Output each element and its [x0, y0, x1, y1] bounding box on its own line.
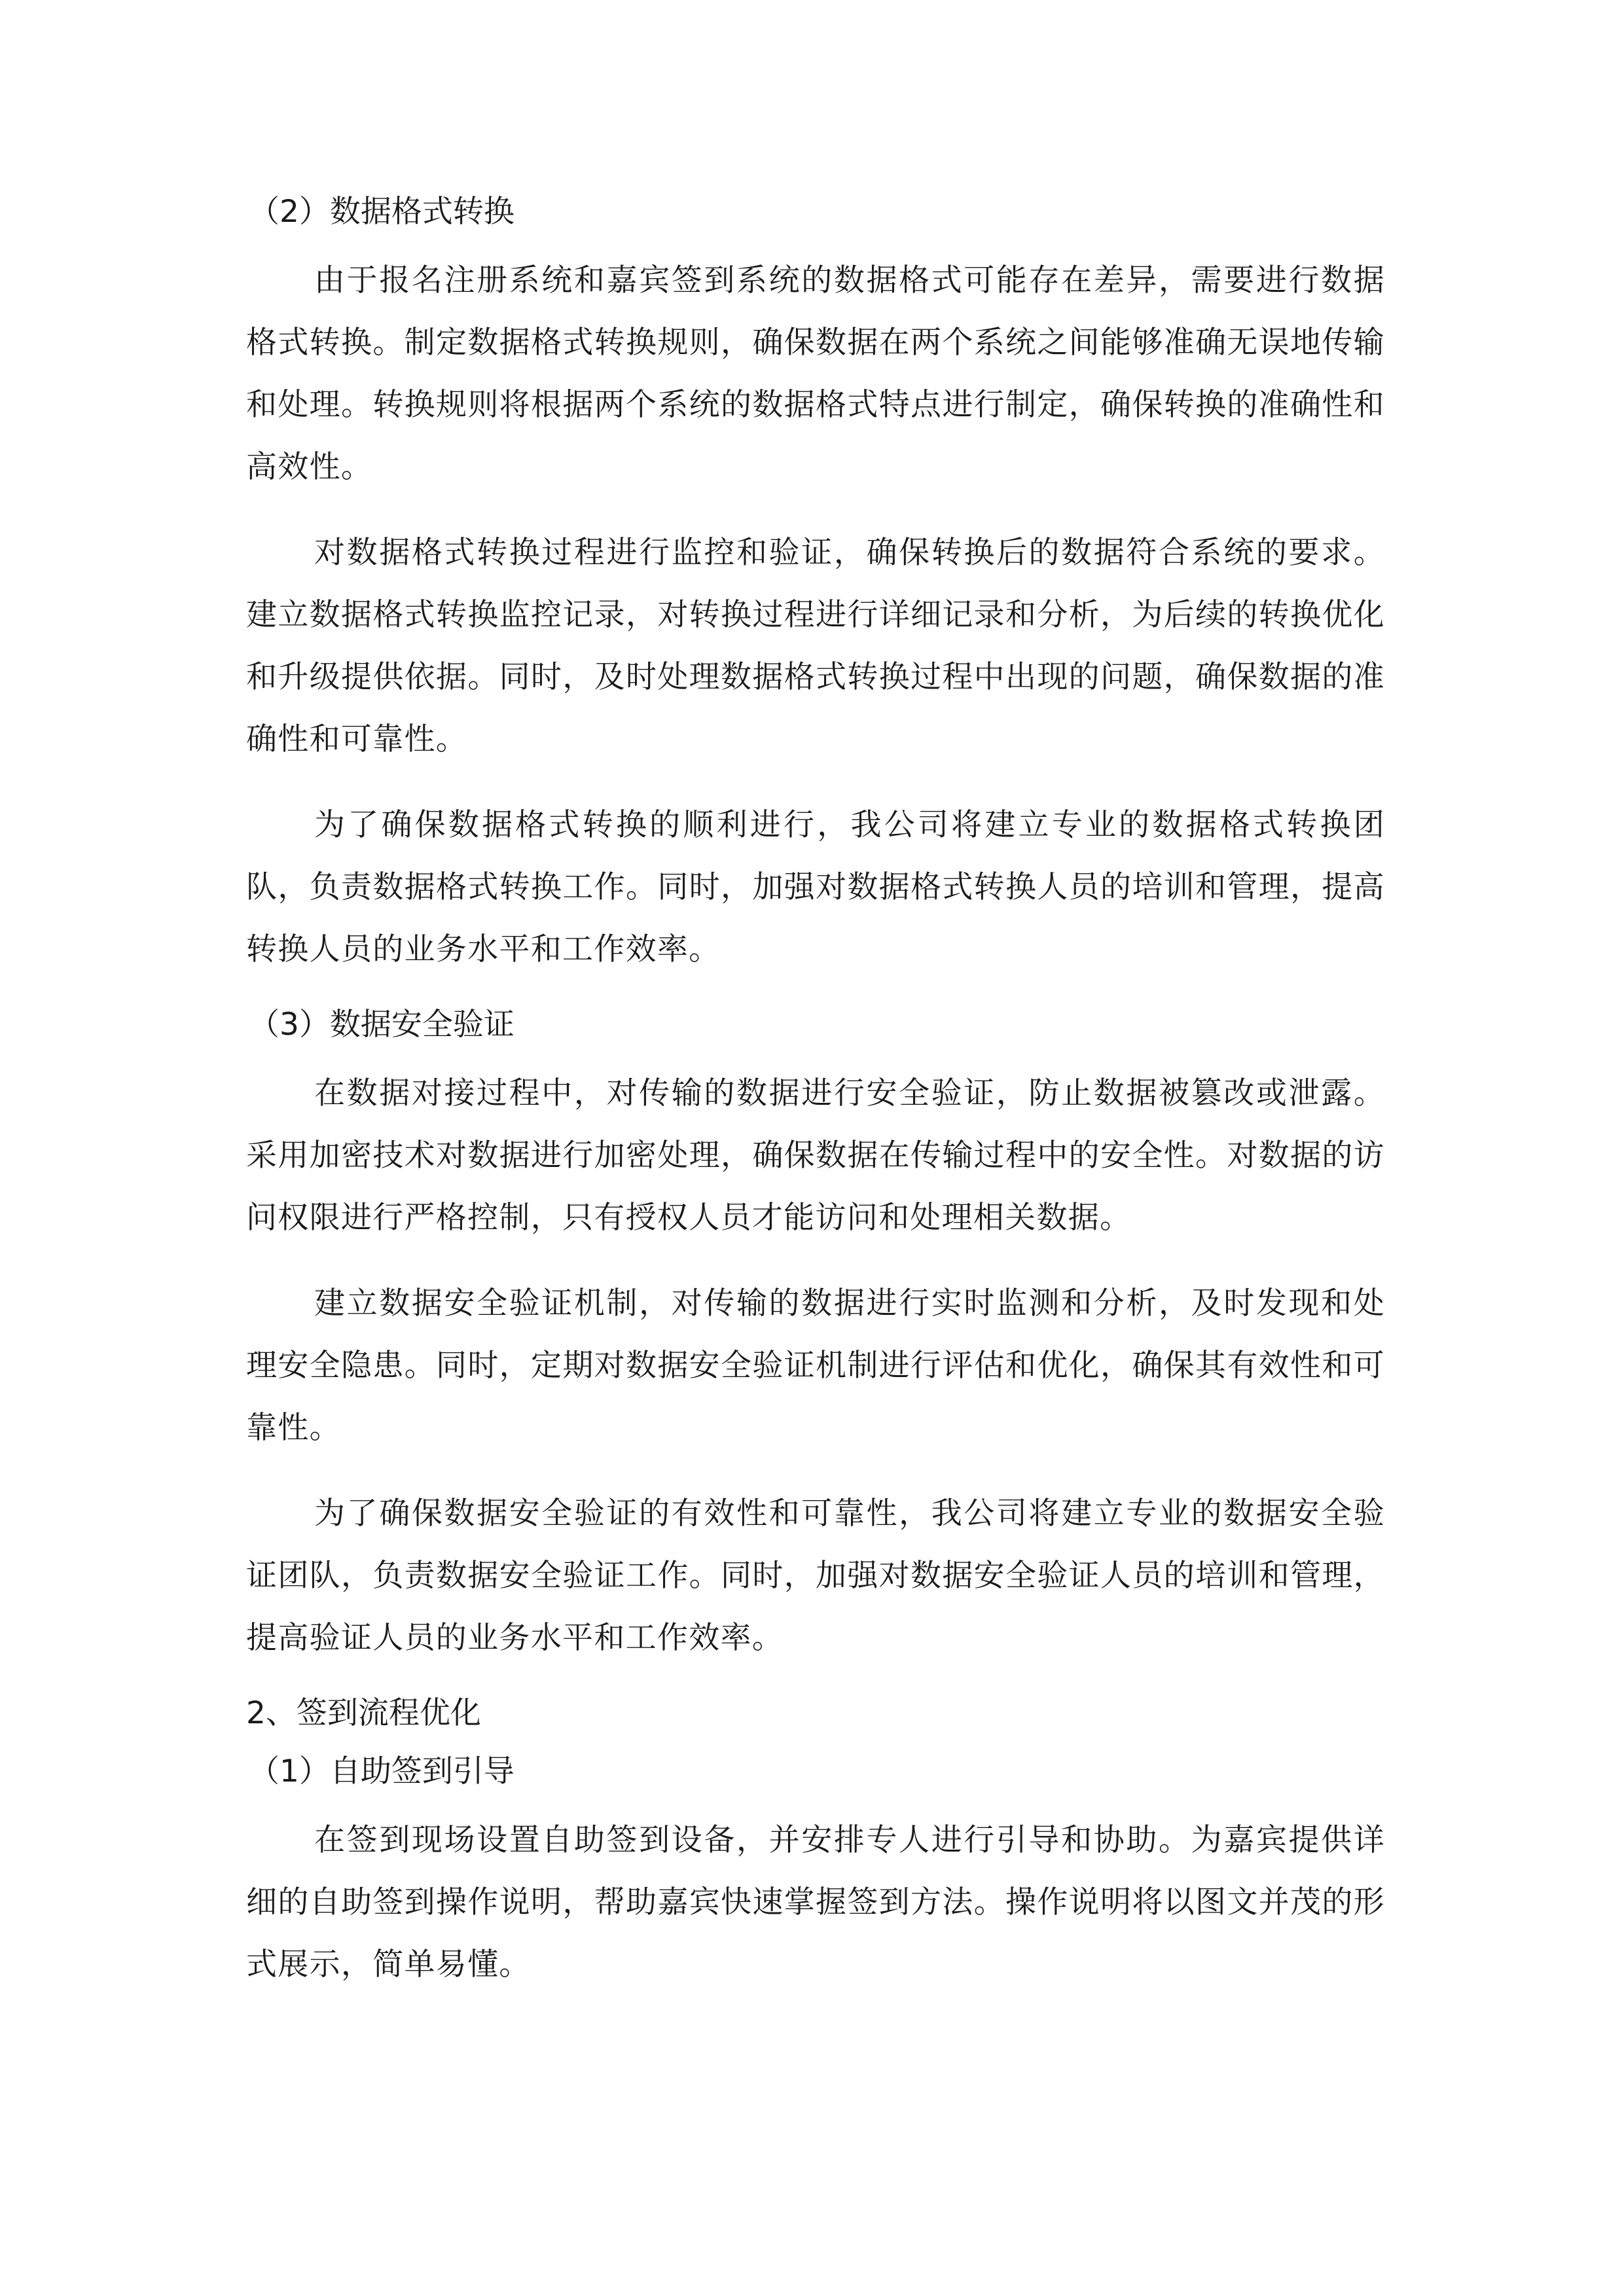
- chapter-heading-checkin-optimization: 2、签到流程优化: [246, 1695, 481, 1731]
- paragraph: 由于报名注册系统和嘉宾签到系统的数据格式可能存在差异，需要进行数据格式转换。制定数据格式转换规则，确保数据在两个系统之间能够准确无误地传输和处理。转换规则将根据两个系统的数据格式特点进行制定，确保转换的准确性和高效性。: [246, 262, 1385, 485]
- paragraph: 建立数据安全验证机制，对传输的数据进行实时监测和分析，及时发现和处理安全隐患。同时，定期对数据安全验证机制进行评估和优化，确保其有效性和可靠性。: [246, 1285, 1385, 1446]
- paragraph: 为了确保数据安全验证的有效性和可靠性，我公司将建立专业的数据安全验证团队，负责数据安全验证工作。同时，加强对数据安全验证人员的培训和管理，提高验证人员的业务水平和工作效率。: [246, 1496, 1385, 1656]
- section-heading-self-checkin-guidance: （1）自助签到引导: [249, 1753, 514, 1789]
- section-heading-data-format-conversion: （2）数据格式转换: [249, 194, 514, 230]
- section-heading-data-security-verification: （3）数据安全验证: [249, 1007, 514, 1043]
- paragraph: 对数据格式转换过程进行监控和验证，确保转换后的数据符合系统的要求。建立数据格式转换监控记录，对转换过程进行详细记录和分析，为后续的转换优化和升级提供依据。同时，及时处理数据格式转换过程中出现的问题，确保数据的准确性和可靠性。: [246, 535, 1385, 757]
- paragraph: 在签到现场设置自助签到设备，并安排专人进行引导和协助。为嘉宾提供详细的自助签到操作说明，帮助嘉宾快速掌握签到方法。操作说明将以图文并茂的形式展示，简单易懂。: [246, 1822, 1385, 1982]
- paragraph: 在数据对接过程中，对传输的数据进行安全验证，防止数据被篡改或泄露。采用加密技术对数据进行加密处理，确保数据在传输过程中的安全性。对数据的访问权限进行严格控制，只有授权人员才能访问和处理相关数据。: [246, 1075, 1385, 1236]
- paragraph: 为了确保数据格式转换的顺利进行，我公司将建立专业的数据格式转换团队，负责数据格式转换工作。同时，加强对数据格式转换人员的培训和管理，提高转换人员的业务水平和工作效率。: [246, 807, 1385, 967]
- document-body: [246, 188, 1385, 1996]
